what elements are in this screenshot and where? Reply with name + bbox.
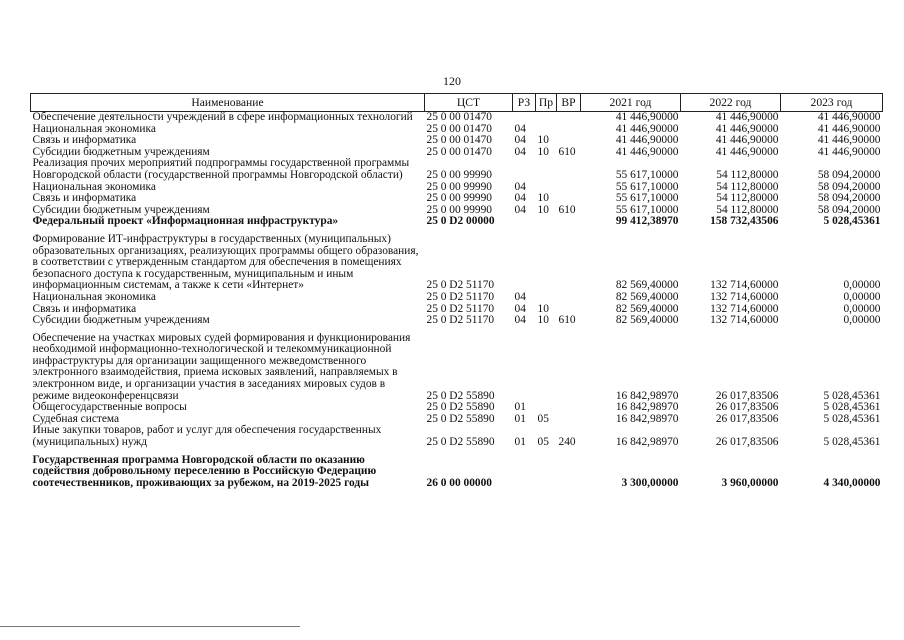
- row-2021: 55 617,10000: [615, 180, 679, 193]
- row-name: Государственная программа Новгородской области по оказанию содействия добровольному переселению в Российскую Федерацию соотечественников, проживающих за рубежом, на 2019-2025 годы: [32, 453, 377, 489]
- table-row: [31, 315, 883, 327]
- row-cst: 25 0 00 01470: [426, 134, 492, 147]
- row-vr: 240: [558, 436, 576, 449]
- row-cst: 25 0 00 01470: [426, 111, 492, 123]
- row-2023: 0,00000: [843, 279, 881, 292]
- row-2023: 0,00000: [843, 314, 881, 327]
- row-name: Иные закупки товаров, работ и услуг для обеспечения государственных (муниципальных) нужд: [32, 424, 382, 449]
- header-cst: ЦСТ: [425, 94, 513, 112]
- row-2021: 55 617,10000: [615, 168, 679, 181]
- row-pr: 10: [537, 145, 549, 158]
- row-name: Связь и информатика: [32, 302, 137, 315]
- page-number: 120: [443, 74, 461, 88]
- row-cst: 25 0 D2 51170: [426, 314, 495, 327]
- row-cst: 25 0 D2 55890: [426, 436, 495, 449]
- row-name: Обеспечение деятельности учреждений в сфере информационных технологий: [32, 111, 413, 123]
- row-vr: [557, 216, 581, 228]
- row-2021: 82 569,40000: [615, 290, 679, 303]
- row-2022: 26 017,83506: [715, 412, 779, 425]
- row-rz: 04: [514, 180, 526, 193]
- table-row: [31, 327, 883, 403]
- row-pr: 10: [537, 192, 549, 205]
- row-name: Национальная экономика: [32, 290, 156, 303]
- row-name: Национальная экономика: [32, 180, 156, 193]
- row-rz: 01: [514, 412, 526, 425]
- row-2022: 26 017,83506: [715, 389, 779, 402]
- row-cst: 25 0 D2 51170: [426, 290, 495, 303]
- row-2021: 99 412,38970: [615, 215, 679, 228]
- row-2021: 55 617,10000: [615, 203, 679, 216]
- row-2023: 58 094,20000: [817, 203, 881, 216]
- row-vr: [557, 449, 581, 490]
- row-2023: 5 028,45361: [823, 401, 881, 414]
- row-cst: 25 0 00 99990: [426, 180, 492, 193]
- row-rz: [513, 158, 536, 181]
- row-rz: [513, 228, 536, 292]
- row-rz: [513, 112, 536, 124]
- row-2022: 41 446,90000: [715, 122, 779, 135]
- row-2023: 41 446,90000: [817, 111, 881, 123]
- row-2023: 58 094,20000: [817, 192, 881, 205]
- table-row: [31, 425, 883, 448]
- row-2023: 0,00000: [843, 290, 881, 303]
- row-2022: 132 714,60000: [710, 314, 779, 327]
- row-2022: 158 732,43506: [710, 215, 779, 228]
- table-row: [31, 158, 883, 181]
- row-cst: 25 0 00 99990: [426, 192, 492, 205]
- header-rz: РЗ: [513, 94, 536, 112]
- table-row: [31, 112, 883, 124]
- header-2023: 2023 год: [781, 94, 883, 112]
- table-row: [31, 292, 883, 304]
- row-name: Реализация прочих мероприятий подпрограммы государственной программы Новгородской области (государственной программы Новгородской области): [32, 157, 410, 181]
- row-2022: 54 112,80000: [716, 192, 779, 205]
- row-rz: 04: [514, 203, 526, 216]
- row-name: Субсидии бюджетным учреждениям: [32, 145, 210, 158]
- header-name: Наименование: [31, 94, 425, 112]
- row-pr: [536, 112, 557, 124]
- row-2023: 5 028,45361: [823, 436, 881, 449]
- row-cst: 25 0 D2 51170: [426, 279, 495, 292]
- row-pr: [536, 228, 557, 292]
- row-pr: [536, 216, 557, 228]
- row-2021: 16 842,98970: [615, 401, 679, 414]
- row-cst: 25 0 D2 55890: [426, 389, 495, 402]
- row-2023: 41 446,90000: [817, 134, 881, 147]
- row-2022: 3 960,00000: [721, 476, 779, 489]
- row-pr: 05: [537, 412, 549, 425]
- row-pr: [536, 449, 557, 490]
- row-vr: [557, 158, 581, 181]
- row-rz: [513, 216, 536, 228]
- row-2022: 26 017,83506: [715, 401, 779, 414]
- row-2021: 3 300,00000: [621, 476, 679, 489]
- row-cst: 25 0 00 01470: [426, 145, 492, 158]
- row-2021: 82 569,40000: [615, 302, 679, 315]
- row-vr: [557, 182, 581, 194]
- table-row: [31, 449, 883, 490]
- row-vr: [557, 112, 581, 124]
- row-2021: 55 617,10000: [615, 192, 679, 205]
- row-2022: 26 017,83506: [715, 436, 779, 449]
- row-cst: 25 0 00 99990: [426, 168, 492, 181]
- row-name: Субсидии бюджетным учреждениям: [32, 203, 210, 216]
- row-2021: 41 446,90000: [615, 134, 679, 147]
- row-2023: 5 028,45361: [823, 412, 881, 425]
- row-2023: 0,00000: [843, 302, 881, 315]
- row-name: Судебная система: [32, 412, 120, 425]
- row-rz: 04: [514, 122, 526, 135]
- budget-table: [30, 93, 883, 489]
- row-pr: [536, 327, 557, 403]
- row-pr: 10: [537, 134, 549, 147]
- row-vr: [557, 327, 581, 403]
- row-2022: 132 714,60000: [710, 302, 779, 315]
- row-cst: 25 0 00 99990: [426, 203, 492, 216]
- row-vr: 610: [558, 314, 576, 327]
- footer-rule: [0, 626, 300, 627]
- row-name: Формирование ИТ-инфраструктуры в государственных (муниципальных) образовательных организациях, реализующих программы общего образования, в соответствии с утвержденным стандартом для обеспечения в помещениях безопасного доступа к государственным, муниципальным и иным информационным системам, а также к сети «Интернет»: [32, 232, 419, 292]
- row-2022: 41 446,90000: [715, 134, 779, 147]
- header-vr: ВР: [557, 94, 581, 112]
- row-rz: 04: [514, 302, 526, 315]
- table-header-row: [31, 94, 883, 112]
- row-cst: 25 0 D2 55890: [426, 401, 495, 414]
- row-rz: 01: [514, 401, 526, 414]
- row-2022: 41 446,90000: [715, 145, 779, 158]
- row-2023: 41 446,90000: [817, 145, 881, 158]
- row-vr: 610: [558, 203, 576, 216]
- row-pr: 05: [537, 436, 549, 449]
- row-name: Национальная экономика: [32, 122, 156, 135]
- row-pr: 10: [537, 302, 549, 315]
- header-pr: Пр: [536, 94, 557, 112]
- row-2023: 58 094,20000: [817, 180, 881, 193]
- row-2022: 132 714,60000: [710, 290, 779, 303]
- row-cst: 25 0 00 01470: [426, 122, 492, 135]
- row-rz: [513, 449, 536, 490]
- row-2023: 4 340,00000: [823, 476, 881, 489]
- row-2021: 82 569,40000: [615, 279, 679, 292]
- row-vr: [557, 414, 581, 426]
- header-2021: 2021 год: [581, 94, 681, 112]
- row-rz: [513, 327, 536, 403]
- row-2021: 16 842,98970: [615, 412, 679, 425]
- row-name: Связь и информатика: [32, 134, 137, 147]
- row-2023: 5 028,45361: [823, 215, 881, 228]
- row-vr: [557, 292, 581, 304]
- row-2022: 54 112,80000: [716, 180, 779, 193]
- row-2021: 16 842,98970: [615, 436, 679, 449]
- row-name: Субсидии бюджетным учреждениям: [32, 314, 210, 327]
- row-pr: 10: [537, 203, 549, 216]
- row-vr: [557, 402, 581, 414]
- row-2021: 16 842,98970: [615, 389, 679, 402]
- row-2022: 41 446,90000: [715, 111, 779, 123]
- header-2022: 2022 год: [681, 94, 781, 112]
- row-pr: 10: [537, 314, 549, 327]
- row-pr: [536, 292, 557, 304]
- row-rz: 04: [514, 290, 526, 303]
- row-2023: 41 446,90000: [817, 122, 881, 135]
- table-row: [31, 216, 883, 228]
- row-2023: 5 028,45361: [823, 389, 881, 402]
- row-name: Федеральный проект «Информационная инфраструктура»: [32, 215, 339, 228]
- row-pr: [536, 158, 557, 181]
- row-vr: [557, 124, 581, 136]
- row-cst: 25 0 D2 55890: [426, 412, 495, 425]
- row-rz: 04: [514, 145, 526, 158]
- row-vr: [557, 228, 581, 292]
- row-name: Обеспечение на участках мировых судей формирования и функционирования необходимой информационно-технологической и телекоммуникационной инфраструктуры для организации защищенного межведомственного электронного взаимодействия, приема исковых заявлений, направляемых в электронном виде, и организации участия в заседаниях мировых судов в режиме видеоконференцсвязи: [32, 331, 411, 402]
- row-2022: 132 714,60000: [710, 279, 779, 292]
- row-2022: 54 112,80000: [716, 203, 779, 216]
- row-2021: 41 446,90000: [615, 145, 679, 158]
- row-2021: 41 446,90000: [615, 111, 679, 123]
- table-row: [31, 193, 883, 205]
- row-name: Общегосударственные вопросы: [32, 401, 187, 414]
- row-2021: 41 446,90000: [615, 122, 679, 135]
- row-rz: 04: [514, 192, 526, 205]
- table-row: [31, 228, 883, 292]
- row-rz: 04: [514, 314, 526, 327]
- row-cst: 25 0 D2 00000: [426, 215, 495, 228]
- row-name: Связь и информатика: [32, 192, 137, 205]
- row-rz: 01: [514, 436, 526, 449]
- row-2021: 82 569,40000: [615, 314, 679, 327]
- row-rz: 04: [514, 134, 526, 147]
- row-cst: 25 0 D2 51170: [426, 302, 495, 315]
- row-vr: [557, 193, 581, 205]
- row-2022: 54 112,80000: [716, 168, 779, 181]
- row-2023: 58 094,20000: [817, 168, 881, 181]
- row-vr: 610: [558, 145, 576, 158]
- row-cst: 26 0 00 00000: [426, 476, 492, 489]
